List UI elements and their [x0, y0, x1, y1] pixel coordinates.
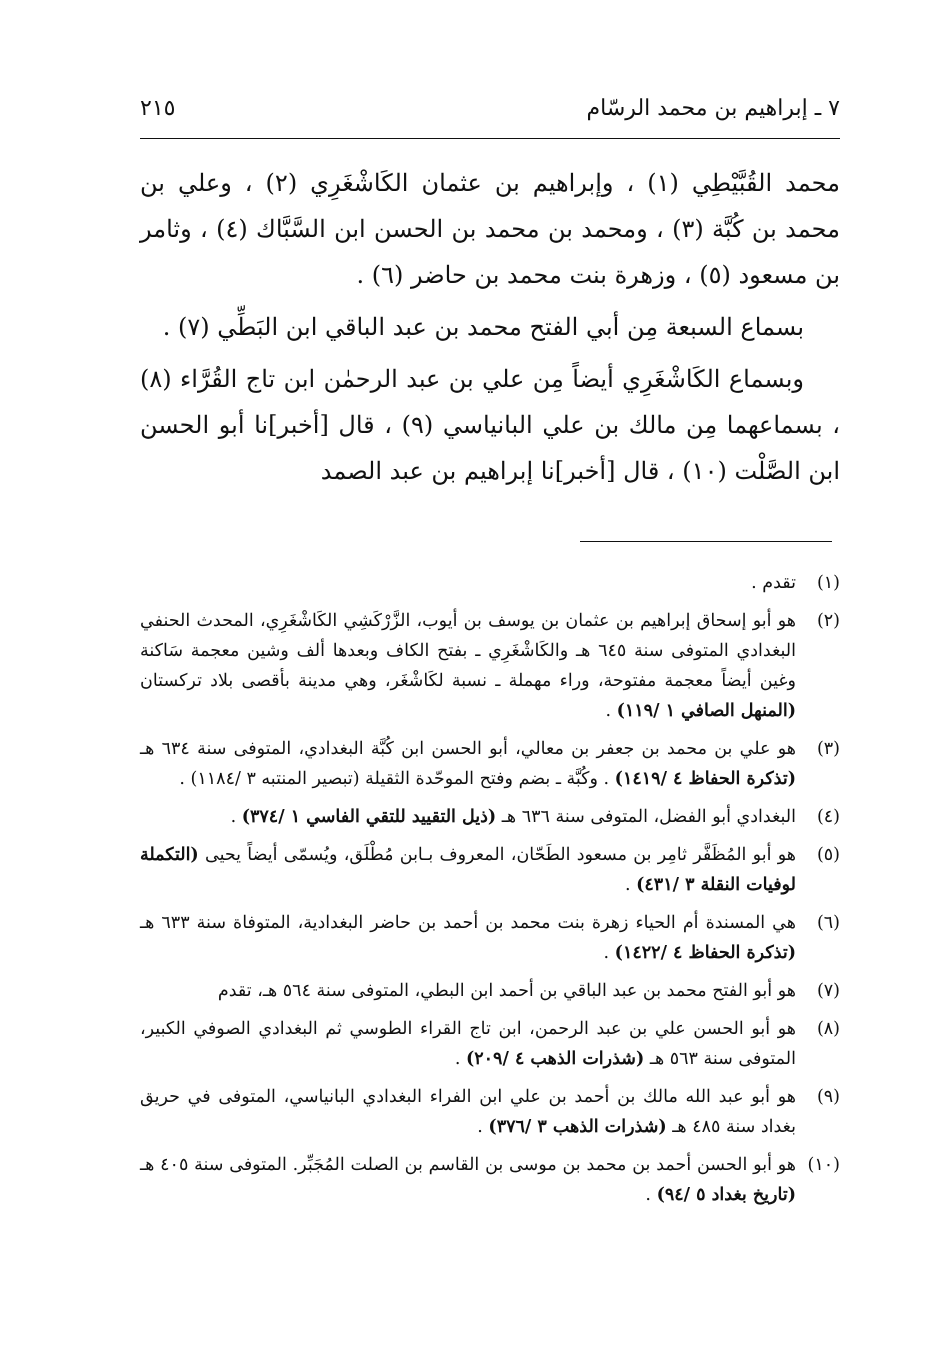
- footnote-tail: . وكُبَّة ـ بضم وفتح الموحّدة الثقيلة (تبصير المنتبه ٣ /١١٨٤) .: [179, 769, 610, 789]
- footnote-text: هو أبو المُظَفَّر ثامِر بن مسعود الطَحّان، المعروف بـابن مُطْلَق، ويُسمّى أيضاً يحيى: [205, 845, 796, 865]
- footnote-text: هو أبو الحسن أحمد بن محمد بن موسى بن القاسم بن الصلت المُجَبِّر. المتوفى سنة ٤٠٥ هـ: [140, 1155, 796, 1175]
- footnote: [140, 1082, 840, 1142]
- footnote-text: هي المسندة أم الحياء زهرة بنت محمد بن أحمد بن حاضر البغدادية، المتوفاة سنة ٦٣٣ هـ: [140, 913, 796, 933]
- footnote-text: هو أبو عبد الله مالك بن أحمد بن علي ابن الفراء البغدادي البانياسي، المتوفى في حريق بغداد سنة ٤٨٥ هـ: [140, 1087, 796, 1137]
- footnote-number: (٨): [816, 1019, 840, 1039]
- footnote-tail: .: [477, 1117, 483, 1137]
- footnote-text: تقدم .: [751, 573, 796, 593]
- footnote-text: البغدادي أبو الفضل، المتوفى سنة ٦٣٦ هـ: [501, 807, 796, 827]
- footnote: [140, 1150, 840, 1210]
- footnote-tail: .: [624, 875, 631, 895]
- footnote: [140, 1014, 840, 1074]
- main-paragraph: وبسماع الكَاشْغَرِي أيضاً مِن علي بن عبد الرحمٰن ابن تاج القُرَّاء (٨) ، بسماعهما مِن مالك بن علي البانياسي (٩) ، قال [أخبر]نا أبو الحسن ابن الصَّلْت (١٠) ، قال [أخبر]نا إبراهيم بن عبد الصمد: [140, 365, 840, 485]
- footnote-number: (٩): [816, 1087, 840, 1107]
- page-number: ٢١٥: [140, 96, 176, 121]
- footnote-text: هو أبو الحسن علي بن عبد الرحمن، ابن تاج القراء الطوسي ثم البغدادي الصوفي الكبير، المتوفى سنة ٥٦٣ هـ: [140, 1019, 796, 1069]
- footnote-number: (٢): [816, 611, 840, 631]
- footnote-tail: .: [230, 807, 237, 827]
- footnote: [140, 734, 840, 794]
- main-paragraph: محمد القُبَّيْطِي (١) ، وإبراهيم بن عثمان الكَاشْغَرِي (٢) ، وعلي بن محمد بن كُبَّة (٣) ، ومحمد بن محمد بن الحسن ابن السَّبَّاك (٤) ، وثامر بن مسعود (٥) ، وزهرة بنت محمد بن حاضر (٦) .: [140, 169, 840, 289]
- footnote-number: (١): [816, 573, 840, 593]
- footnote-text: هو علي بن محمد بن جعفر بن معالي، أبو الحسن ابن كُبَّة البغدادي، المتوفى سنة ٦٣٤ هـ: [140, 739, 796, 759]
- footnote: [140, 976, 840, 1006]
- footnote-tail: .: [603, 943, 610, 963]
- footnote-tail: .: [454, 1049, 461, 1069]
- main-text: [140, 160, 840, 494]
- footnote-number: (٤): [816, 807, 840, 827]
- footnote-tail: .: [605, 701, 612, 721]
- footnote-tail: .: [645, 1185, 651, 1205]
- footnote-source: (تاريخ بغداد ٥ /٩٤): [656, 1185, 796, 1205]
- page-header: [140, 88, 840, 139]
- footnote-source: (شذرات الذهب ٣ /٣٧٦): [488, 1117, 667, 1137]
- main-paragraph: بسماع السبعة مِن أبي الفتح محمد بن عبد الباقي ابن البَطِّي (٧) .: [162, 313, 804, 341]
- footnote: [140, 908, 840, 968]
- footnote-source: (المنهل الصافي ١ /١١٩): [616, 701, 796, 721]
- footnote: [140, 840, 840, 900]
- footnote: [140, 802, 840, 832]
- footnote-number: (١٠): [807, 1155, 840, 1175]
- footnote-number: (٧): [816, 981, 840, 1001]
- footnote-source: (شذرات الذهب ٤ /٢٠٩): [465, 1049, 645, 1069]
- running-title: ٧ ـ إبراهيم بن محمد الرسّام: [586, 96, 840, 121]
- footnote-number: (٥): [816, 845, 840, 865]
- footnote: [140, 606, 840, 726]
- footnote-source: (ذيل التقييد للتقي الفاسي ١ /٣٧٤): [241, 807, 497, 827]
- footnote-text: هو أبو الفتح محمد بن عبد الباقي بن أحمد ابن البطي، المتوفى سنة ٥٦٤ هـ، تقدم: [217, 981, 796, 1001]
- footnote-source: (تذكرة الحفاظ ٤ /١٤٢٢): [614, 943, 796, 963]
- footnotes: [140, 568, 840, 1218]
- footnote-number: (٣): [816, 739, 840, 759]
- footnote-number: (٦): [816, 913, 840, 933]
- footnote-separator: [580, 541, 832, 542]
- footnote: [140, 568, 840, 598]
- footnote-text: هو أبو إسحاق إبراهيم بن عثمان بن يوسف بن أيوب، الزَّرْكَشِي الكَاشْغَرِي، المحدث الحنفي البغدادي المتوفى سنة ٦٤٥ هـ والكَاشْغَرِي ـ بفتح الكاف وبعدها ألف وشين معجمة سَاكنة وغين أيضاً معجمة مفتوحة، وراء مهملة ـ نسبة لكَاشْغَر، وهي مدينة بأقصى بلاد تركستان: [140, 611, 797, 691]
- footnote-source: (تذكرة الحفاظ ٤ /١٤١٩): [614, 769, 796, 789]
- footnote-source: (التكملة لوفيات النقلة ٣ /٤٣١): [140, 845, 796, 895]
